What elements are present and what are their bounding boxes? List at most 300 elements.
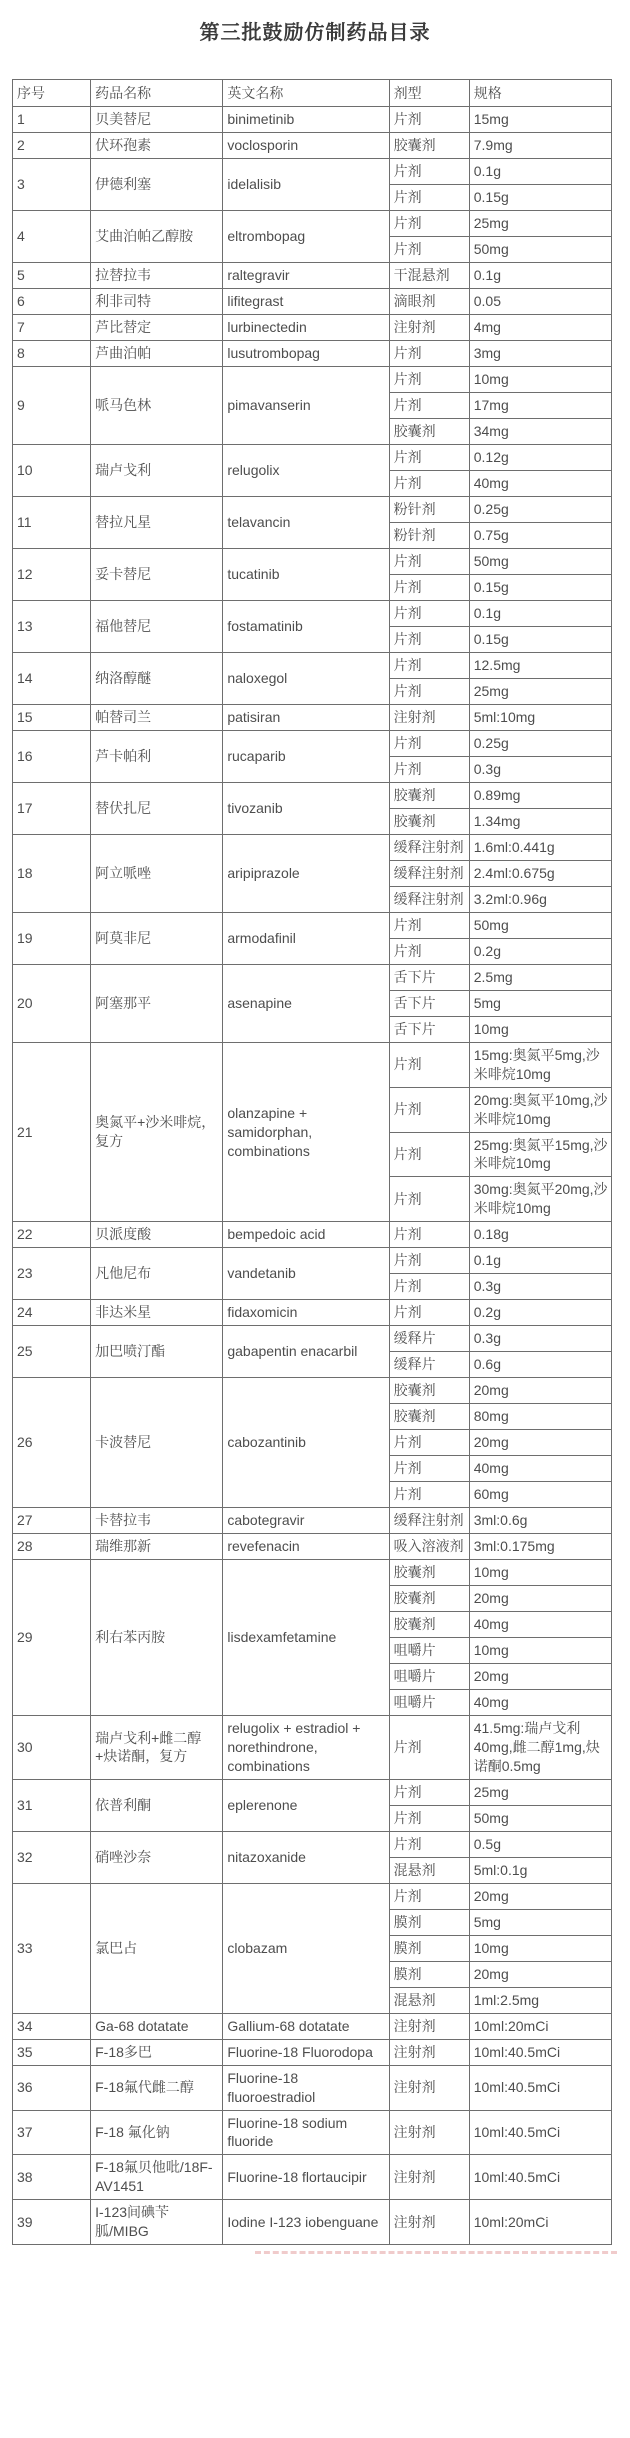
table-row — [13, 2110, 612, 2155]
dosage-form-cell: 片剂 — [389, 1274, 469, 1300]
dosage-form-cell: 片剂 — [389, 1779, 469, 1805]
drug-name-cell: 卡波替尼 — [91, 1378, 223, 1508]
dosage-form-cell: 片剂 — [389, 1043, 469, 1088]
dosage-form-cell: 注射剂 — [389, 2065, 469, 2110]
drug-english-name-cell: lusutrombopag — [223, 341, 389, 367]
drug-name-cell: 瑞维那新 — [91, 1534, 223, 1560]
table-row — [13, 289, 612, 315]
specification-cell: 3ml:0.175mg — [469, 1534, 611, 1560]
selection-dashes-artifact — [255, 2251, 617, 2254]
specification-cell: 20mg — [469, 1586, 611, 1612]
table-row — [13, 2039, 612, 2065]
drug-name-cell: 硝唑沙奈 — [91, 1831, 223, 1883]
dosage-form-cell: 粉针剂 — [389, 523, 469, 549]
specification-cell: 50mg — [469, 549, 611, 575]
row-number-cell: 24 — [13, 1300, 91, 1326]
drug-english-name-cell: pimavanserin — [223, 367, 389, 445]
dosage-form-cell: 片剂 — [389, 1831, 469, 1857]
specification-cell: 10ml:20mCi — [469, 2013, 611, 2039]
drug-english-name-cell: fidaxomicin — [223, 1300, 389, 1326]
drug-name-cell: Ga-68 dotatate — [91, 2013, 223, 2039]
specification-cell: 10ml:20mCi — [469, 2200, 611, 2245]
row-number-cell: 10 — [13, 445, 91, 497]
table-row — [13, 1560, 612, 1586]
dosage-form-cell: 片剂 — [389, 393, 469, 419]
dosage-form-cell: 混悬剂 — [389, 1857, 469, 1883]
specification-cell: 60mg — [469, 1482, 611, 1508]
specification-cell: 0.3g — [469, 1274, 611, 1300]
drug-english-name-cell: lisdexamfetamine — [223, 1560, 389, 1716]
drug-english-name-cell: naloxegol — [223, 653, 389, 705]
table-row — [13, 653, 612, 679]
specification-cell: 25mg — [469, 679, 611, 705]
drug-name-cell: 福他替尼 — [91, 601, 223, 653]
specification-cell: 10ml:40.5mCi — [469, 2155, 611, 2200]
row-number-cell: 12 — [13, 549, 91, 601]
column-header: 剂型 — [389, 80, 469, 107]
row-number-cell: 27 — [13, 1508, 91, 1534]
specification-cell: 20mg:奥氮平10mg,沙米啡烷10mg — [469, 1087, 611, 1132]
dosage-form-cell: 舌下片 — [389, 965, 469, 991]
table-row — [13, 783, 612, 809]
row-number-cell: 11 — [13, 497, 91, 549]
dosage-form-cell: 舌下片 — [389, 1017, 469, 1043]
row-number-cell: 33 — [13, 1883, 91, 2013]
dosage-form-cell: 膜剂 — [389, 1909, 469, 1935]
specification-cell: 4mg — [469, 315, 611, 341]
row-number-cell: 22 — [13, 1222, 91, 1248]
drug-name-cell: I-123间碘苄胍/MIBG — [91, 2200, 223, 2245]
table-row — [13, 211, 612, 237]
drug-name-cell: 瑞卢戈利 — [91, 445, 223, 497]
drug-english-name-cell: fostamatinib — [223, 601, 389, 653]
dosage-form-cell: 片剂 — [389, 601, 469, 627]
drug-name-cell: 阿立哌唑 — [91, 835, 223, 913]
dosage-form-cell: 片剂 — [389, 445, 469, 471]
table-row — [13, 497, 612, 523]
table-row — [13, 731, 612, 757]
dosage-form-cell: 胶囊剂 — [389, 1378, 469, 1404]
dosage-form-cell: 注射剂 — [389, 705, 469, 731]
specification-cell: 10ml:40.5mCi — [469, 2110, 611, 2155]
table-row — [13, 341, 612, 367]
column-header: 序号 — [13, 80, 91, 107]
drug-name-cell: 拉替拉韦 — [91, 263, 223, 289]
specification-cell: 30mg:奥氮平20mg,沙米啡烷10mg — [469, 1177, 611, 1222]
specification-cell: 0.1g — [469, 1248, 611, 1274]
dosage-form-cell: 胶囊剂 — [389, 133, 469, 159]
drug-english-name-cell: raltegravir — [223, 263, 389, 289]
row-number-cell: 20 — [13, 965, 91, 1043]
drug-name-cell: F-18氟贝他吡/18F-AV1451 — [91, 2155, 223, 2200]
specification-cell: 1.6ml:0.441g — [469, 835, 611, 861]
drug-name-cell: 芦卡帕利 — [91, 731, 223, 783]
drug-name-cell: 哌马色林 — [91, 367, 223, 445]
drug-name-cell: 伊德利塞 — [91, 159, 223, 211]
table-row — [13, 159, 612, 185]
row-number-cell: 31 — [13, 1779, 91, 1831]
drug-name-cell: 凡他尼布 — [91, 1248, 223, 1300]
table-row — [13, 1508, 612, 1534]
row-number-cell: 21 — [13, 1043, 91, 1222]
dosage-form-cell: 缓释片 — [389, 1352, 469, 1378]
specification-cell: 20mg — [469, 1664, 611, 1690]
drug-name-cell: 卡替拉韦 — [91, 1508, 223, 1534]
drug-english-name-cell: tivozanib — [223, 783, 389, 835]
dosage-form-cell: 片剂 — [389, 1716, 469, 1780]
drug-name-cell: 利非司特 — [91, 289, 223, 315]
dosage-form-cell: 舌下片 — [389, 991, 469, 1017]
table-row — [13, 1248, 612, 1274]
dosage-form-cell: 片剂 — [389, 575, 469, 601]
table-row — [13, 133, 612, 159]
drug-english-name-cell: Fluorine-18 sodium fluoride — [223, 2110, 389, 2155]
drug-english-name-cell: aripiprazole — [223, 835, 389, 913]
specification-cell: 0.2g — [469, 939, 611, 965]
drug-name-cell: 妥卡替尼 — [91, 549, 223, 601]
drug-name-cell: 阿莫非尼 — [91, 913, 223, 965]
row-number-cell: 39 — [13, 2200, 91, 2245]
specification-cell: 0.18g — [469, 1222, 611, 1248]
table-row — [13, 1378, 612, 1404]
dosage-form-cell: 胶囊剂 — [389, 1612, 469, 1638]
dosage-form-cell: 片剂 — [389, 211, 469, 237]
page-title: 第三批鼓励仿制药品目录 — [199, 22, 431, 44]
drug-name-cell: 艾曲泊帕乙醇胺 — [91, 211, 223, 263]
specification-cell: 0.2g — [469, 1300, 611, 1326]
specification-cell: 2.5mg — [469, 965, 611, 991]
drug-catalog-table — [12, 79, 612, 2245]
specification-cell: 25mg:奥氮平15mg,沙米啡烷10mg — [469, 1132, 611, 1177]
row-number-cell: 34 — [13, 2013, 91, 2039]
specification-cell: 0.3g — [469, 1326, 611, 1352]
dosage-form-cell: 片剂 — [389, 367, 469, 393]
specification-cell: 10mg — [469, 367, 611, 393]
dosage-form-cell: 片剂 — [389, 653, 469, 679]
specification-cell: 10mg — [469, 1935, 611, 1961]
drug-name-cell: 替伏扎尼 — [91, 783, 223, 835]
dosage-form-cell: 吸入溶液剂 — [389, 1534, 469, 1560]
specification-cell: 0.75g — [469, 523, 611, 549]
dosage-form-cell: 缓释注射剂 — [389, 887, 469, 913]
table-row — [13, 1326, 612, 1352]
specification-cell: 0.1g — [469, 601, 611, 627]
row-number-cell: 13 — [13, 601, 91, 653]
drug-english-name-cell: Fluorine-18 fluoroestradiol — [223, 2065, 389, 2110]
row-number-cell: 6 — [13, 289, 91, 315]
table-row — [13, 1222, 612, 1248]
column-header: 英文名称 — [223, 80, 389, 107]
dosage-form-cell: 注射剂 — [389, 2013, 469, 2039]
table-row — [13, 835, 612, 861]
specification-cell: 0.1g — [469, 263, 611, 289]
table-row — [13, 2200, 612, 2245]
specification-cell: 20mg — [469, 1430, 611, 1456]
table-body — [13, 107, 612, 2245]
row-number-cell: 23 — [13, 1248, 91, 1300]
dosage-form-cell: 咀嚼片 — [389, 1690, 469, 1716]
specification-cell: 0.15g — [469, 627, 611, 653]
row-number-cell: 8 — [13, 341, 91, 367]
dosage-form-cell: 片剂 — [389, 341, 469, 367]
drug-name-cell: 加巴喷汀酯 — [91, 1326, 223, 1378]
drug-english-name-cell: telavancin — [223, 497, 389, 549]
drug-english-name-cell: eltrombopag — [223, 211, 389, 263]
specification-cell: 40mg — [469, 1612, 611, 1638]
dosage-form-cell: 片剂 — [389, 471, 469, 497]
table-row — [13, 315, 612, 341]
row-number-cell: 16 — [13, 731, 91, 783]
dosage-form-cell: 粉针剂 — [389, 497, 469, 523]
row-number-cell: 28 — [13, 1534, 91, 1560]
dosage-form-cell: 胶囊剂 — [389, 1404, 469, 1430]
dosage-form-cell: 缓释注射剂 — [389, 835, 469, 861]
dosage-form-cell: 片剂 — [389, 1456, 469, 1482]
table-row — [13, 913, 612, 939]
specification-cell: 25mg — [469, 211, 611, 237]
drug-name-cell: 氯巴占 — [91, 1883, 223, 2013]
table-row — [13, 1043, 612, 1088]
drug-name-cell: 替拉凡星 — [91, 497, 223, 549]
drug-name-cell: F-18多巴 — [91, 2039, 223, 2065]
drug-name-cell: 依普利酮 — [91, 1779, 223, 1831]
row-number-cell: 25 — [13, 1326, 91, 1378]
column-header: 药品名称 — [91, 80, 223, 107]
drug-name-cell: 阿塞那平 — [91, 965, 223, 1043]
drug-english-name-cell: rucaparib — [223, 731, 389, 783]
row-number-cell: 3 — [13, 159, 91, 211]
specification-cell: 0.1g — [469, 159, 611, 185]
drug-english-name-cell: gabapentin enacarbil — [223, 1326, 389, 1378]
drug-english-name-cell: Iodine I-123 iobenguane — [223, 2200, 389, 2245]
row-number-cell: 26 — [13, 1378, 91, 1508]
dosage-form-cell: 缓释注射剂 — [389, 861, 469, 887]
drug-name-cell: 奥氮平+沙米啡烷，复方 — [91, 1043, 223, 1222]
dosage-form-cell: 膜剂 — [389, 1961, 469, 1987]
row-number-cell: 7 — [13, 315, 91, 341]
drug-english-name-cell: nitazoxanide — [223, 1831, 389, 1883]
dosage-form-cell: 片剂 — [389, 237, 469, 263]
specification-cell: 10ml:40.5mCi — [469, 2039, 611, 2065]
table-row — [13, 107, 612, 133]
drug-name-cell: 芦曲泊帕 — [91, 341, 223, 367]
dosage-form-cell: 片剂 — [389, 1805, 469, 1831]
dosage-form-cell: 片剂 — [389, 549, 469, 575]
table-row — [13, 1779, 612, 1805]
dosage-form-cell: 片剂 — [389, 185, 469, 211]
table-row — [13, 1883, 612, 1909]
row-number-cell: 36 — [13, 2065, 91, 2110]
specification-cell: 20mg — [469, 1961, 611, 1987]
specification-cell: 40mg — [469, 1690, 611, 1716]
drug-name-cell: 贝派度酸 — [91, 1222, 223, 1248]
drug-english-name-cell: relugolix + estradiol + norethindrone, combinations — [223, 1716, 389, 1780]
dosage-form-cell: 片剂 — [389, 679, 469, 705]
drug-english-name-cell: olanzapine + samidorphan, combinations — [223, 1043, 389, 1222]
dosage-form-cell: 混悬剂 — [389, 1987, 469, 2013]
drug-english-name-cell: cabozantinib — [223, 1378, 389, 1508]
column-header: 规格 — [469, 80, 611, 107]
drug-english-name-cell: voclosporin — [223, 133, 389, 159]
drug-english-name-cell: lifitegrast — [223, 289, 389, 315]
row-number-cell: 38 — [13, 2155, 91, 2200]
drug-english-name-cell: armodafinil — [223, 913, 389, 965]
specification-cell: 80mg — [469, 1404, 611, 1430]
specification-cell: 17mg — [469, 393, 611, 419]
specification-cell: 25mg — [469, 1779, 611, 1805]
specification-cell: 3ml:0.6g — [469, 1508, 611, 1534]
table-row — [13, 965, 612, 991]
specification-cell: 5mg — [469, 991, 611, 1017]
drug-english-name-cell: eplerenone — [223, 1779, 389, 1831]
drug-name-cell: F-18氟代雌二醇 — [91, 2065, 223, 2110]
drug-name-cell: 利右苯丙胺 — [91, 1560, 223, 1716]
dosage-form-cell: 胶囊剂 — [389, 1560, 469, 1586]
table-row — [13, 1831, 612, 1857]
table-header — [13, 80, 612, 107]
header-row — [13, 80, 612, 107]
drug-english-name-cell: binimetinib — [223, 107, 389, 133]
specification-cell: 1.34mg — [469, 809, 611, 835]
specification-cell: 10mg — [469, 1638, 611, 1664]
drug-english-name-cell: idelalisib — [223, 159, 389, 211]
table-row — [13, 2065, 612, 2110]
row-number-cell: 2 — [13, 133, 91, 159]
specification-cell: 12.5mg — [469, 653, 611, 679]
row-number-cell: 9 — [13, 367, 91, 445]
dosage-form-cell: 注射剂 — [389, 2110, 469, 2155]
row-number-cell: 5 — [13, 263, 91, 289]
specification-cell: 5mg — [469, 1909, 611, 1935]
specification-cell: 15mg:奥氮平5mg,沙米啡烷10mg — [469, 1043, 611, 1088]
row-number-cell: 1 — [13, 107, 91, 133]
dosage-form-cell: 片剂 — [389, 107, 469, 133]
drug-english-name-cell: patisiran — [223, 705, 389, 731]
row-number-cell: 30 — [13, 1716, 91, 1780]
specification-cell: 41.5mg:瑞卢戈利40mg,雌二醇1mg,炔诺酮0.5mg — [469, 1716, 611, 1780]
table-row — [13, 1534, 612, 1560]
drug-english-name-cell: cabotegravir — [223, 1508, 389, 1534]
row-number-cell: 18 — [13, 835, 91, 913]
specification-cell: 50mg — [469, 1805, 611, 1831]
table-row — [13, 601, 612, 627]
row-number-cell: 29 — [13, 1560, 91, 1716]
dosage-form-cell: 片剂 — [389, 757, 469, 783]
dosage-form-cell: 片剂 — [389, 1222, 469, 1248]
specification-cell: 0.15g — [469, 575, 611, 601]
dosage-form-cell: 片剂 — [389, 1132, 469, 1177]
specification-cell: 40mg — [469, 471, 611, 497]
specification-cell: 7.9mg — [469, 133, 611, 159]
drug-english-name-cell: tucatinib — [223, 549, 389, 601]
specification-cell: 15mg — [469, 107, 611, 133]
dosage-form-cell: 缓释注射剂 — [389, 1508, 469, 1534]
specification-cell: 5ml:0.1g — [469, 1857, 611, 1883]
specification-cell: 2.4ml:0.675g — [469, 861, 611, 887]
table-row — [13, 445, 612, 471]
specification-cell: 10ml:40.5mCi — [469, 2065, 611, 2110]
specification-cell: 50mg — [469, 913, 611, 939]
row-number-cell: 37 — [13, 2110, 91, 2155]
document-page — [0, 16, 630, 2254]
specification-cell: 0.6g — [469, 1352, 611, 1378]
drug-name-cell: 非达米星 — [91, 1300, 223, 1326]
dosage-form-cell: 胶囊剂 — [389, 419, 469, 445]
dosage-form-cell: 片剂 — [389, 1087, 469, 1132]
table-row — [13, 705, 612, 731]
specification-cell: 20mg — [469, 1883, 611, 1909]
dosage-form-cell: 片剂 — [389, 1430, 469, 1456]
table-row — [13, 367, 612, 393]
drug-name-cell: 瑞卢戈利+雌二醇+炔诺酮，复方 — [91, 1716, 223, 1780]
row-number-cell: 17 — [13, 783, 91, 835]
drug-name-cell: F-18 氟化钠 — [91, 2110, 223, 2155]
dosage-form-cell: 注射剂 — [389, 315, 469, 341]
dosage-form-cell: 咀嚼片 — [389, 1664, 469, 1690]
dosage-form-cell: 片剂 — [389, 1248, 469, 1274]
drug-english-name-cell: clobazam — [223, 1883, 389, 2013]
specification-cell: 0.25g — [469, 497, 611, 523]
drug-name-cell: 芦比替定 — [91, 315, 223, 341]
dosage-form-cell: 片剂 — [389, 939, 469, 965]
specification-cell: 10mg — [469, 1560, 611, 1586]
dosage-form-cell: 缓释片 — [389, 1326, 469, 1352]
dosage-form-cell: 片剂 — [389, 1482, 469, 1508]
drug-english-name-cell: relugolix — [223, 445, 389, 497]
table-row — [13, 263, 612, 289]
drug-name-cell: 纳洛醇醚 — [91, 653, 223, 705]
specification-cell: 3mg — [469, 341, 611, 367]
drug-english-name-cell: Fluorine-18 Fluorodopa — [223, 2039, 389, 2065]
specification-cell: 10mg — [469, 1017, 611, 1043]
dosage-form-cell: 咀嚼片 — [389, 1638, 469, 1664]
specification-cell: 3.2ml:0.96g — [469, 887, 611, 913]
specification-cell: 1ml:2.5mg — [469, 1987, 611, 2013]
row-number-cell: 15 — [13, 705, 91, 731]
specification-cell: 0.3g — [469, 757, 611, 783]
drug-english-name-cell: revefenacin — [223, 1534, 389, 1560]
dosage-form-cell: 片剂 — [389, 913, 469, 939]
table-row — [13, 1716, 612, 1780]
table-row — [13, 549, 612, 575]
drug-english-name-cell: Fluorine-18 flortaucipir — [223, 2155, 389, 2200]
table-row — [13, 2013, 612, 2039]
specification-cell: 0.05 — [469, 289, 611, 315]
dosage-form-cell: 片剂 — [389, 159, 469, 185]
table-row — [13, 2155, 612, 2200]
drug-name-cell: 贝美替尼 — [91, 107, 223, 133]
dosage-form-cell: 片剂 — [389, 1300, 469, 1326]
table-row — [13, 1300, 612, 1326]
drug-name-cell: 伏环孢素 — [91, 133, 223, 159]
row-number-cell: 35 — [13, 2039, 91, 2065]
dosage-form-cell: 注射剂 — [389, 2155, 469, 2200]
dosage-form-cell: 胶囊剂 — [389, 1586, 469, 1612]
dosage-form-cell: 片剂 — [389, 731, 469, 757]
drug-english-name-cell: asenapine — [223, 965, 389, 1043]
dosage-form-cell: 膜剂 — [389, 1935, 469, 1961]
row-number-cell: 14 — [13, 653, 91, 705]
dosage-form-cell: 注射剂 — [389, 2200, 469, 2245]
drug-english-name-cell: Gallium-68 dotatate — [223, 2013, 389, 2039]
specification-cell: 40mg — [469, 1456, 611, 1482]
drug-english-name-cell: lurbinectedin — [223, 315, 389, 341]
specification-cell: 0.25g — [469, 731, 611, 757]
dosage-form-cell: 片剂 — [389, 1883, 469, 1909]
specification-cell: 0.89mg — [469, 783, 611, 809]
dosage-form-cell: 干混悬剂 — [389, 263, 469, 289]
dosage-form-cell: 注射剂 — [389, 2039, 469, 2065]
